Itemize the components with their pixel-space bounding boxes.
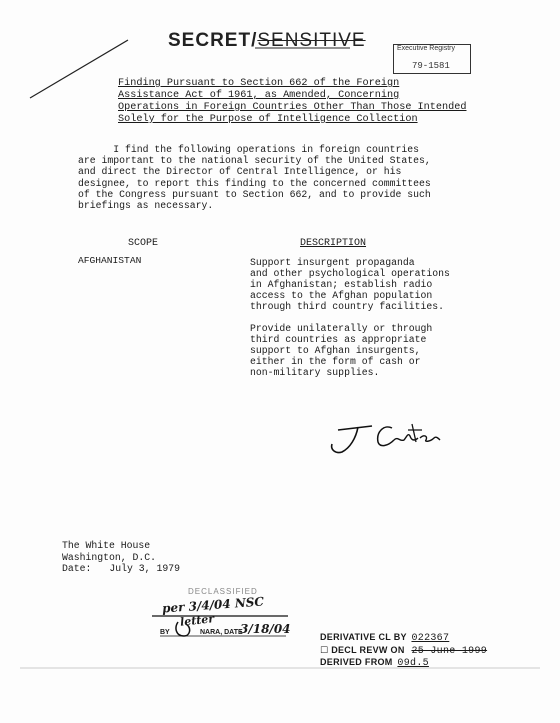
- address-block: [62, 540, 180, 575]
- decl-review-value: 25 June 1999: [411, 646, 488, 657]
- registry-stamp-label: Executive Registry: [397, 45, 455, 52]
- classification-slash: /: [251, 30, 258, 51]
- body-line-5: of the Congress pursuant to Section 662, and to provide such: [78, 188, 431, 200]
- desc1-line-2: and other psychological operations: [250, 268, 450, 279]
- scope-column-heading: SCOPE: [128, 238, 159, 249]
- desc2-line-4: either in the form of cash or: [250, 356, 421, 367]
- declass-stamp-lines: [150, 604, 290, 640]
- title-line-4: Solely for the Purpose of Intelligence Collection: [118, 114, 418, 125]
- body-line-3: and direct the Director of Central Intelligence, or his: [78, 166, 402, 178]
- declass-by-label: BY: [160, 629, 170, 636]
- title-line-3: Operations in Foreign Countries Other Than Those Intended: [118, 102, 467, 113]
- declass-nara-date: 3/18/04: [240, 622, 291, 636]
- classification-heading: [168, 30, 366, 52]
- derived-from-value: 09d.5: [397, 658, 429, 669]
- body-line-4: designee, to report this finding to the concerned committees: [78, 177, 431, 189]
- date-value: July 3, 1979: [109, 563, 180, 574]
- decl-checkbox-icon: ☐: [320, 645, 329, 655]
- desc2-line-5: non-military supplies.: [250, 367, 380, 378]
- title-line-2: Assistance Act of 1961, as Amended, Concerning: [118, 90, 400, 101]
- derived-from-label: DERIVED FROM: [320, 657, 393, 667]
- classification-sensitive: SENSITIVE: [257, 30, 366, 51]
- address-line-1: The White House: [62, 540, 151, 551]
- title-line-1: Finding Pursuant to Section 662 of the Foreign: [118, 78, 400, 89]
- desc2-line-3: support to Afghan insurgents,: [250, 345, 421, 356]
- desc2-line-2: third countries as appropriate: [250, 334, 427, 345]
- desc2-line-1: Provide unilaterally or through: [250, 323, 433, 334]
- finding-paragraph: [78, 144, 438, 211]
- address-line-2: Washington, D.C.: [62, 551, 157, 563]
- derivative-cl-by-value: 022367: [411, 633, 450, 644]
- signature-carter: [320, 410, 460, 465]
- description-column-heading: DESCRIPTION: [300, 238, 367, 249]
- scope-country: AFGHANISTAN: [78, 255, 142, 266]
- desc1-line-1: Support insurgent propaganda: [250, 257, 415, 268]
- description-paragraph-2: [250, 323, 460, 378]
- derived-from: [320, 657, 429, 669]
- description-paragraph-1: [250, 257, 460, 312]
- body-line-1: I find the following operations in foreign countries: [78, 144, 419, 155]
- body-line-6: briefings as necessary.: [78, 200, 214, 212]
- date-label: Date:: [62, 563, 92, 574]
- declass-header: DECLASSIFIED: [188, 587, 258, 596]
- desc1-line-4: access to the Afghan population: [250, 290, 433, 301]
- body-line-2: are important to the national security of the United States,: [78, 155, 431, 167]
- declass-line-2: letter: [179, 612, 215, 629]
- derivative-cl-by-label: DERIVATIVE CL BY: [320, 632, 407, 642]
- decl-review: [320, 645, 487, 657]
- registry-stamp-number: 79-1581: [412, 61, 450, 71]
- declass-line-1: per 3/4/04 NSC: [161, 594, 265, 616]
- decl-review-label: DECL REVW ON: [331, 645, 405, 655]
- desc1-line-3: in Afghanistan; establish radio: [250, 279, 433, 290]
- desc1-line-5: through third country facilities.: [250, 301, 445, 312]
- derivative-cl-by: [320, 632, 449, 644]
- declass-nara-date-label: NARA, DATE: [200, 629, 243, 636]
- finding-title: [118, 78, 467, 126]
- classification-secret: SECRET: [168, 30, 252, 51]
